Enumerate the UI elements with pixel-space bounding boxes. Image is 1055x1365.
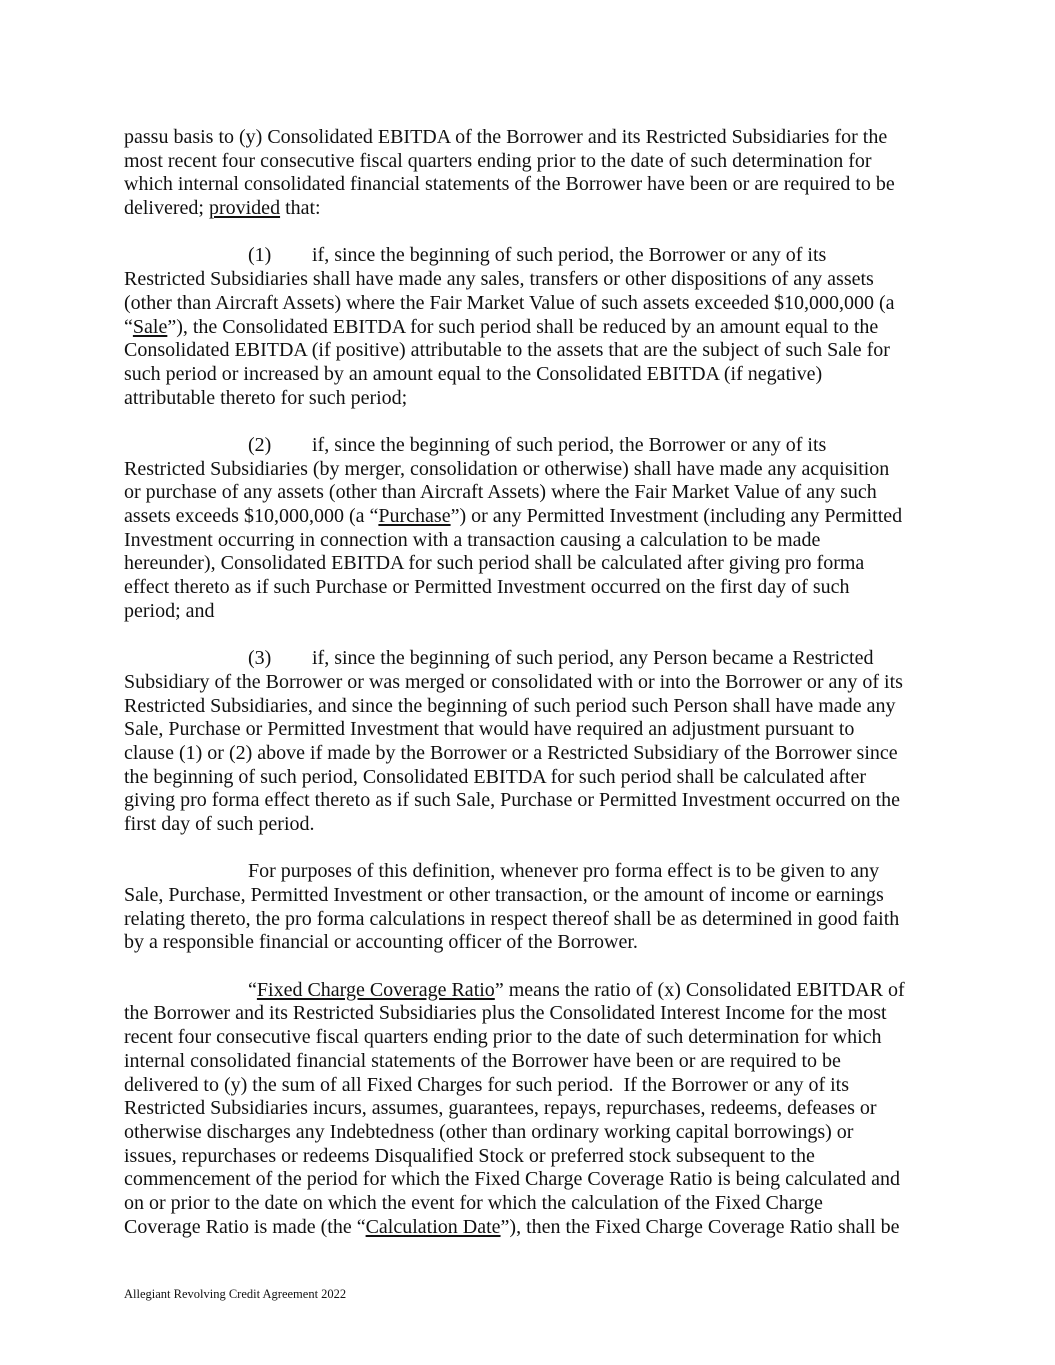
text-line [124,1216,944,1240]
clause-number: (3) [248,647,272,670]
text-line [124,979,944,1003]
text-line [124,600,944,624]
text-segment: otherwise discharges any Indebtedness (other than ordinary working capital borrowings) or [124,1120,854,1143]
text-segment: Investment occurring in connection with a transaction causing a calculation to be made [124,528,821,551]
text-segment: delivered; [124,197,209,220]
text-line [124,552,944,576]
text-segment: assets exceeds $10,000,000 (a “ [124,505,379,527]
text-segment: giving pro forma effect thereto as if such Sale, Purchase or Permitted Investment occurred on the [124,789,901,812]
text-segment: on or prior to the date on which the event for which the calculation of the Fixed Charge [124,1191,823,1214]
text-line [124,576,944,600]
clause-number: (2) [248,433,272,456]
text-segment: attributable thereto for such period; [124,386,408,409]
text-line [124,268,944,292]
text-segment: period; and [124,599,215,622]
text-line [124,292,944,316]
text-line [124,458,944,482]
text-segment: passu basis to (y) Consolidated EBITDA of the Borrower and its Restricted Subsidiaries for the [124,126,888,148]
page-footer: Allegiant Revolving Credit Agreement 2022 [124,1287,347,1301]
paragraph-spacer [124,955,944,979]
text-line [124,671,944,695]
text-segment: Consolidated EBITDA (if positive) attributable to the assets that are the subject of such Sale for [124,339,890,362]
text-segment: Restricted Subsidiaries (by merger, consolidation or otherwise) shall have made any acquisition [124,457,890,480]
text-segment: ” means the ratio of (x) Consolidated EBITDAR of [494,978,905,1001]
text-segment: most recent four consecutive fiscal quarters ending prior to the date of such determination for [124,149,872,172]
text-line [124,908,944,932]
text-segment: recent four consecutive fiscal quarters ending prior to the date of such determination for which [124,1026,882,1049]
text-segment: delivered to (y) the sum of all Fixed Charges for such period. If the Borrower or any of its [124,1073,849,1096]
text-segment: commencement of the period for which the Fixed Charge Coverage Ratio is being calculated and [124,1168,901,1191]
text-segment: Sale, Purchase, Permitted Investment or other transaction, or the amount of income or earnings [124,884,884,906]
text-segment: the beginning of such period, Consolidated EBITDA for such period shall be calculated after [124,765,867,788]
paragraph [124,126,944,221]
text-line [124,1168,944,1192]
text-line [124,529,944,553]
defined-term: Sale [132,315,168,338]
text-segment: Restricted Subsidiaries, and since the beginning of such period such Person shall have made any [124,694,896,717]
text-segment: (other than Aircraft Assets) where the Fair Market Value of such assets exceeded $10,000,000 (a [124,291,895,314]
paragraph-spacer [124,221,944,245]
text-segment: the Borrower and its Restricted Subsidiaries plus the Consolidated Interest Income for the most [124,1002,887,1025]
text-line [124,173,944,197]
paragraph-spacer [124,837,944,861]
text-line [124,813,944,837]
text-line [124,1192,944,1216]
text-segment: internal consolidated financial statements of the Borrower have been or are required to be [124,1049,841,1072]
defined-term: Purchase [378,505,451,527]
text-segment: clause (1) or (2) above if made by the Borrower or a Restricted Subsidiary of the Borrower since [124,741,898,764]
text-line [124,1002,944,1026]
text-line [124,387,944,411]
text-segment: “ [124,315,133,338]
text-segment: hereunder), Consolidated EBITDA for such period shall be calculated after giving pro forma [124,552,865,575]
text-line [124,884,944,908]
text-line [124,434,944,458]
text-line [124,931,944,955]
text-line [124,647,944,671]
text-segment: ”), then the Fixed Charge Coverage Ratio shall be [500,1215,900,1238]
text-line [124,316,944,340]
defined-term: Fixed Charge Coverage Ratio [256,978,495,1001]
text-segment: ”) or any Permitted Investment (including any Permitted [450,505,903,527]
text-segment: if, since the beginning of such period, the Borrower or any of its [312,433,827,456]
text-segment: For purposes of this definition, whenever pro forma effect is to be given to any [248,860,880,883]
text-segment: which internal consolidated financial statements of the Borrower have been or are required to be [124,173,895,196]
document-body [124,126,944,1239]
text-segment: “ [248,978,257,1001]
text-segment: issues, repurchases or redeems Disqualified Stock or preferred stock subsequent to the [124,1144,815,1167]
text-segment: ”), the Consolidated EBITDA for such period shall be reduced by an amount equal to the [167,315,879,338]
text-line [124,339,944,363]
text-line [124,197,944,221]
defined-term: Calculation Date [365,1215,501,1238]
text-line [124,481,944,505]
text-segment: Subsidiary of the Borrower or was merged or consolidated with or into the Borrower or any of its [124,670,903,693]
paragraph-spacer [124,410,944,434]
text-line [124,742,944,766]
text-line [124,1050,944,1074]
text-line [124,126,944,150]
text-segment: that: [280,197,321,220]
text-line [124,1145,944,1169]
clause-3 [124,647,944,837]
text-line [124,1026,944,1050]
text-segment: if, since the beginning of such period, the Borrower or any of its [312,244,827,267]
text-segment: or purchase of any assets (other than Aircraft Assets) where the Fair Market Value of any such [124,481,877,504]
text-segment: Restricted Subsidiaries shall have made any sales, transfers or other dispositions of any assets [124,268,874,291]
text-segment: Sale, Purchase or Permitted Investment that would have required an adjustment pursuant to [124,718,855,741]
text-line [124,363,944,387]
text-line [124,1074,944,1098]
text-segment: effect thereto as if such Purchase or Permitted Investment occurred on the first day of such [124,576,850,599]
text-segment: by a responsible financial or accounting officer of the Borrower. [124,931,638,954]
paragraph-spacer [124,623,944,647]
text-segment: if, since the beginning of such period, any Person became a Restricted [312,647,874,670]
text-line [124,150,944,174]
text-segment: first day of such period. [124,812,315,835]
text-line [124,695,944,719]
text-segment: Restricted Subsidiaries incurs, assumes, guarantees, repays, repurchases, redeems, defeases or [124,1097,877,1120]
clause-2 [124,434,944,624]
text-line [124,860,944,884]
text-segment: relating thereto, the pro forma calculations in respect thereof shall be as determined in good faith [124,907,900,930]
text-line [124,505,944,529]
text-line [124,1121,944,1145]
clause-1 [124,244,944,410]
text-line [124,789,944,813]
text-line [124,244,944,268]
text-line [124,1097,944,1121]
paragraph [124,860,944,955]
text-segment: Coverage Ratio is made (the “ [124,1215,366,1238]
text-line [124,718,944,742]
defined-term: provided [208,197,281,220]
paragraph [124,979,944,1240]
text-line [124,766,944,790]
clause-number: (1) [248,244,272,267]
text-segment: such period or increased by an amount equal to the Consolidated EBITDA (if negative) [124,362,823,385]
